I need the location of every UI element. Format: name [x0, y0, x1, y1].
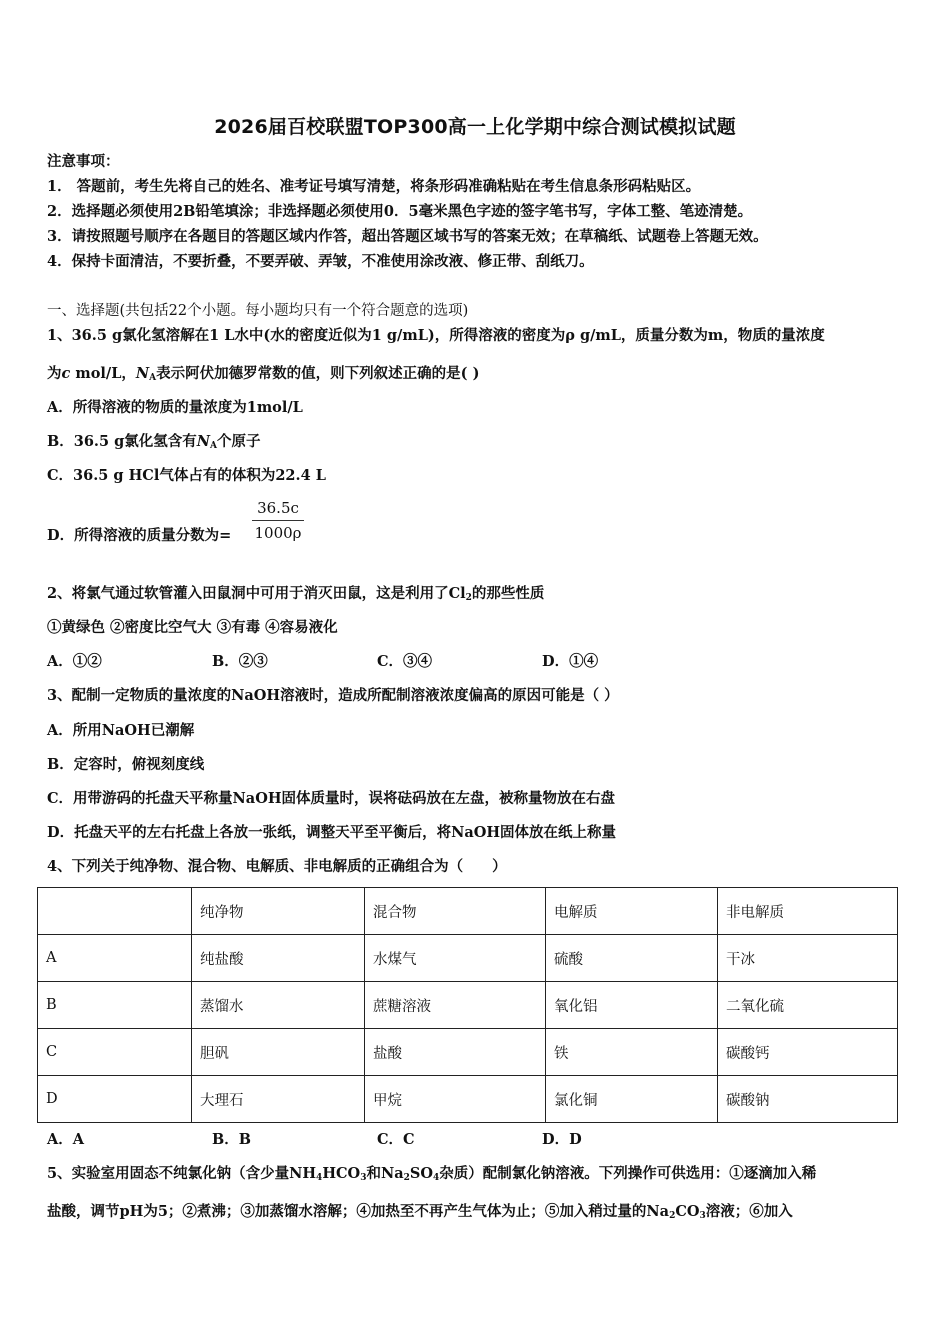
- q3-option-d: D．托盘天平的左右托盘上各放一张纸，调整天平至平衡后，将NaOH固体放在纸上称量: [47, 824, 617, 841]
- q1-option-c: C．36.5 g HCl气体占有的体积为22.4 L: [47, 467, 326, 484]
- table-header-cell: 非电解质: [718, 888, 898, 935]
- q5-stem-line2: 盐酸，调节pH为5；②煮沸；③加蒸馏水溶解；④加热至不再产生气体为止；⑤加入稍过量的$Na_2CO_3$溶液；⑥加入: [47, 1203, 793, 1221]
- q4-stem: 4、下列关于纯净物、混合物、电解质、非电解质的正确组合为（ ）: [47, 858, 507, 875]
- fraction-denominator: 1000ρ: [254, 524, 302, 542]
- notice-item: 2．选择题必须使用2B铅笔填涂；非选择题必须使用0．5毫米黑色字迹的签字笔书写，字体工整、笔迹清楚。: [47, 203, 753, 220]
- table-cell: 蔗糖溶液: [365, 982, 546, 1029]
- table-cell: C: [38, 1029, 192, 1076]
- q4-option-a: A．A: [47, 1131, 85, 1148]
- table-cell: 二氧化硫: [718, 982, 898, 1029]
- q2-option-a: A．①②: [47, 653, 102, 670]
- section-heading: 一、选择题(共包括22个小题。每小题均只有一个符合题意的选项): [47, 303, 469, 319]
- table-row: [38, 1076, 898, 1123]
- table-cell: 甲烷: [365, 1076, 546, 1123]
- table-cell: 纯盐酸: [192, 935, 365, 982]
- table-cell: 胆矾: [192, 1029, 365, 1076]
- q4-option-b: B．B: [212, 1131, 252, 1148]
- q2-option-b: B．②③: [212, 653, 268, 670]
- q3-option-b: B．定容时，俯视刻度线: [47, 756, 205, 773]
- table-cell: 盐酸: [365, 1029, 546, 1076]
- table-cell: 大理石: [192, 1076, 365, 1123]
- table-cell: 氧化铝: [546, 982, 718, 1029]
- q2-option-c: C．③④: [377, 653, 433, 670]
- q1-option-d: D．所得溶液的质量分数为=: [47, 527, 232, 544]
- page-title: 2026届百校联盟TOP300高一上化学期中综合测试模拟试题: [214, 116, 736, 138]
- table-cell: B: [38, 982, 192, 1029]
- table-cell: 水煤气: [365, 935, 546, 982]
- table-header-cell: [38, 888, 192, 935]
- q2-properties: ①黄绿色 ②密度比空气大 ③有毒 ④容易液化: [47, 619, 338, 636]
- fraction-numerator: 36.5c: [252, 498, 304, 521]
- notice-item: 3．请按照题号顺序在各题目的答题区域内作答，超出答题区域书写的答案无效；在草稿纸、试题卷上答题无效。: [47, 228, 768, 245]
- table-row: [38, 1029, 898, 1076]
- q4-table: [37, 887, 898, 1123]
- q1-fraction: [252, 498, 304, 543]
- q3-option-a: A．所用NaOH已潮解: [47, 722, 195, 739]
- q1-stem-line2: 为c mol/L，$N_A$表示阿伏加德罗常数的值，则下列叙述正确的是( ): [47, 365, 480, 383]
- q3-option-c: C．用带游码的托盘天平称量NaOH固体质量时，误将砝码放在左盘，被称量物放在右盘: [47, 790, 616, 807]
- table-row: [38, 982, 898, 1029]
- q5-stem-line1: 5、实验室用固态不纯氯化钠（含少量$NH_4HCO_3$和$Na_2SO_4$杂质）配制氯化钠溶液。下列操作可供选用：①逐滴加入稀: [47, 1165, 817, 1183]
- q4-option-d: D．D: [542, 1131, 582, 1148]
- table-cell: 碳酸钠: [718, 1076, 898, 1123]
- q1-stem-line1: 1、36.5 g氯化氢溶解在1 L水中(水的密度近似为1 g/mL)，所得溶液的密度为ρ g/mL，质量分数为m，物质的量浓度: [47, 327, 825, 344]
- table-header-row: [38, 888, 898, 935]
- table-cell: 蒸馏水: [192, 982, 365, 1029]
- table-cell: A: [38, 935, 192, 982]
- table-cell: D: [38, 1076, 192, 1123]
- table-header-cell: 纯净物: [192, 888, 365, 935]
- table-cell: 氯化铜: [546, 1076, 718, 1123]
- q4-option-c: C．C: [377, 1131, 415, 1148]
- table-header-cell: 电解质: [546, 888, 718, 935]
- table-row: [38, 935, 898, 982]
- table-cell: 硫酸: [546, 935, 718, 982]
- notice-item: 1． 答题前，考生先将自己的姓名、准考证号填写清楚，将条形码准确粘贴在考生信息条形码粘贴区。: [47, 178, 701, 195]
- table-header-cell: 混合物: [365, 888, 546, 935]
- table-cell: 干冰: [718, 935, 898, 982]
- notice-heading: 注意事项：: [47, 153, 120, 170]
- q2-stem: 2、将氯气通过软管灌入田鼠洞中可用于消灭田鼠，这是利用了$Cl_2$的那些性质: [47, 585, 545, 603]
- notice-item: 4．保持卡面清洁，不要折叠，不要弄破、弄皱，不准使用涂改液、修正带、刮纸刀。: [47, 253, 594, 270]
- q1-option-a: A．所得溶液的物质的量浓度为1mol/L: [47, 399, 303, 416]
- q2-option-d: D．①④: [542, 653, 599, 670]
- q3-stem: 3、配制一定物质的量浓度的NaOH溶液时，造成所配制溶液浓度偏高的原因可能是（ ）: [47, 687, 619, 704]
- table-cell: 铁: [546, 1029, 718, 1076]
- q1-option-b: B．36.5 g氯化氢含有$N_A$个原子: [47, 433, 261, 451]
- table-cell: 碳酸钙: [718, 1029, 898, 1076]
